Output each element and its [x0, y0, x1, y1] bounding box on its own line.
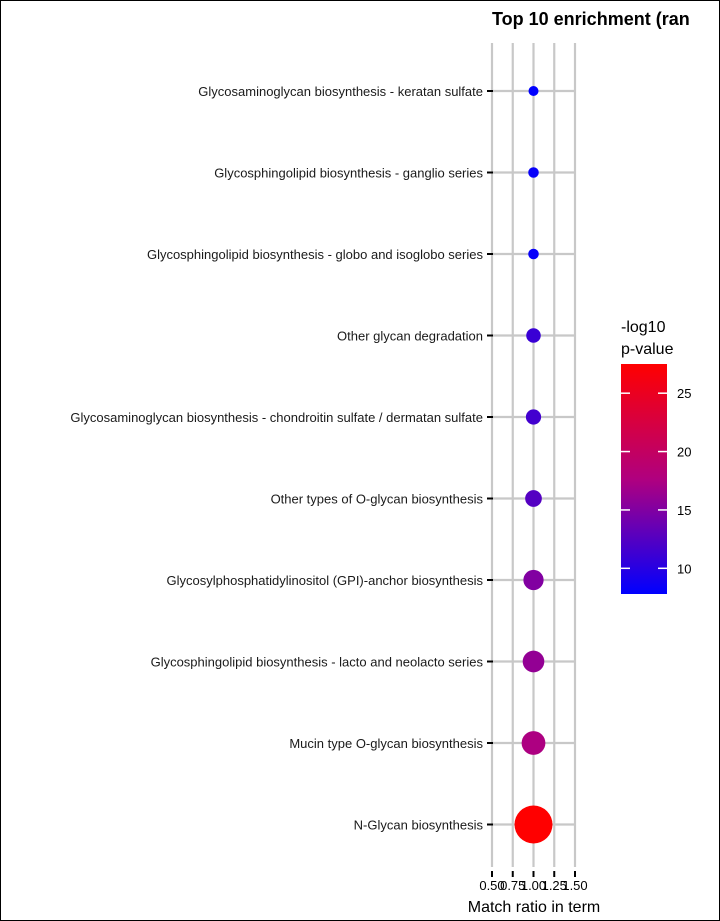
x-axis-title: Match ratio in term: [467, 899, 601, 916]
legend-colorbar: [621, 364, 667, 594]
dot-plot: [1, 1, 720, 921]
x-tick-label: 1.50: [562, 878, 588, 893]
y-tick-label: Other types of O-glycan biosynthesis: [270, 491, 483, 507]
x-tick-label: 0.75: [500, 878, 526, 893]
legend-title-line-1: -log10: [621, 319, 666, 336]
data-point: [523, 651, 545, 673]
x-tick-label: 1.00: [520, 878, 547, 893]
data-point: [529, 86, 539, 96]
data-point: [515, 806, 553, 844]
legend-title-line-2: p-value: [621, 341, 674, 358]
y-tick-label: N-Glycan biosynthesis: [353, 817, 483, 833]
x-tick-label: 0.50: [479, 878, 505, 893]
data-point: [526, 409, 541, 424]
data-point: [528, 249, 539, 260]
data-point: [522, 731, 546, 755]
color-legend: [621, 319, 691, 594]
y-tick-label: Other glycan degradation: [337, 328, 483, 344]
legend-tick-label: 10: [677, 561, 692, 577]
y-tick-label: Glycosphingolipid biosynthesis - globo and isoglobo series: [146, 247, 483, 262]
y-tick-label: Glycosaminoglycan biosynthesis - chondroitin sulfate / dermatan sulfate: [70, 410, 483, 425]
y-tick-label: Glycosphingolipid biosynthesis - lacto and neolacto series: [150, 654, 483, 670]
legend-tick-label: 15: [677, 502, 692, 518]
data-point: [526, 328, 541, 343]
y-tick-label: Glycosylphosphatidylinositol (GPI)-anchor biosynthesis: [166, 573, 483, 588]
y-tick-label: Mucin type O-glycan biosynthesis: [289, 736, 483, 751]
legend-tick-label: 25: [677, 386, 692, 402]
x-tick-label: 1.25: [541, 878, 567, 893]
data-point: [528, 167, 539, 178]
y-tick-label: Glycosaminoglycan biosynthesis - keratan sulfate: [198, 84, 483, 99]
y-tick-label: Glycosphingolipid biosynthesis - ganglio series: [214, 165, 483, 181]
legend-tick-label: 20: [677, 444, 692, 460]
data-point: [525, 490, 542, 507]
chart-title: Top 10 enrichment (ran: [492, 9, 690, 29]
data-point: [523, 570, 543, 590]
